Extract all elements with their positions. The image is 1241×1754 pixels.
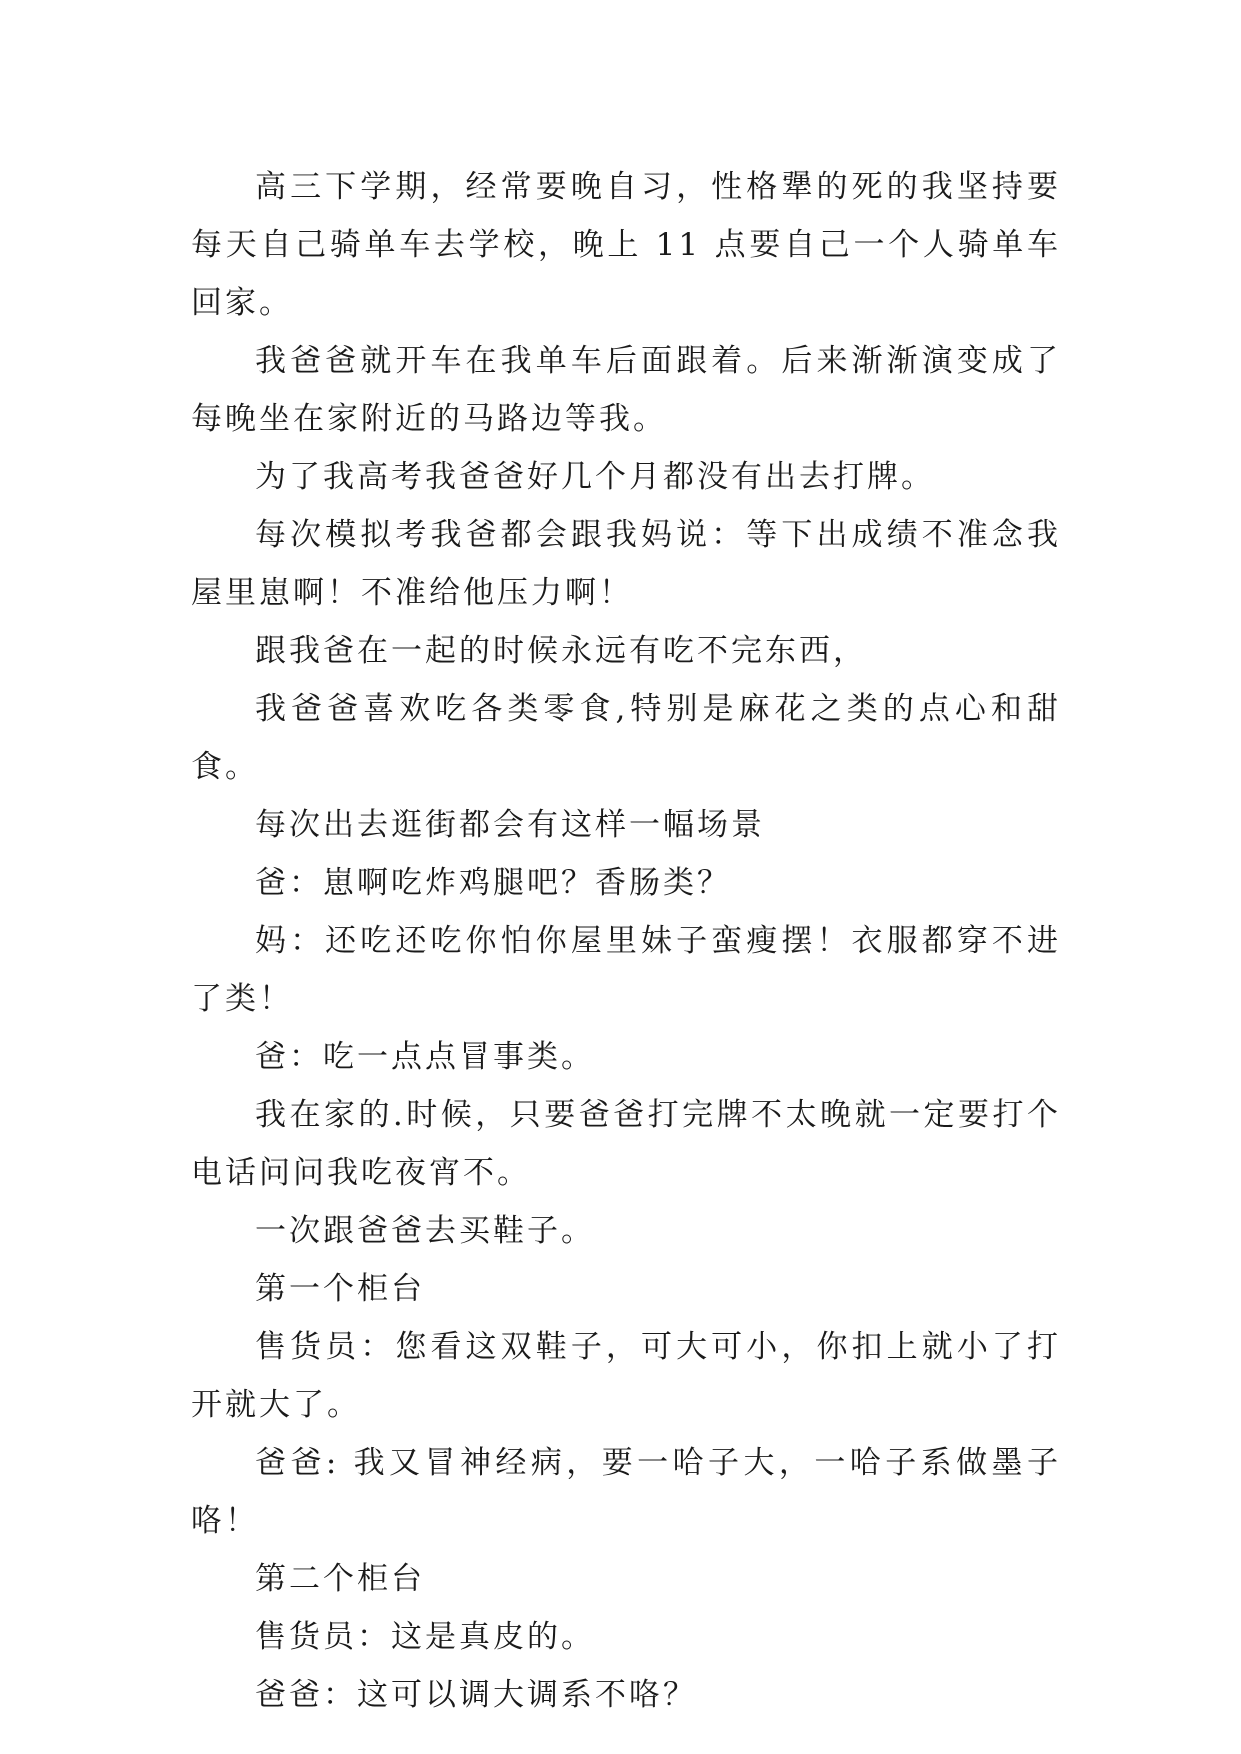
dialogue-line: 爸爸：这可以调大调系不咯？: [255, 1677, 697, 1713]
paragraph: 每次模拟考我爸都会跟我妈说：等下出成绩不准念我屋里崽啊！不准给他压力啊！: [191, 517, 1061, 611]
dialogue-line: 售货员：这是真皮的。: [255, 1619, 595, 1655]
paragraph: 跟我爸在一起的时候永远有吃不完东西，: [255, 633, 867, 669]
dialogue-line: 爸：崽啊吃炸鸡腿吧？香肠类？: [255, 865, 731, 901]
paragraph: 高三下学期，经常要晚自习，性格犟的死的我坚持要每天自己骑单车去学校，晚上 11 点要自己一个人骑单车回家。: [191, 169, 1061, 321]
dialogue-line: 爸爸: 我又冒神经病，要一哈子大，一哈子系做墨子咯！: [191, 1445, 1061, 1539]
scene-heading: 第二个柜台: [255, 1561, 425, 1597]
dialogue-line: 妈：还吃还吃你怕你屋里妹子蛮瘦摆！衣服都穿不进了类！: [191, 923, 1061, 1017]
paragraph: 我在家的.时候，只要爸爸打完牌不太晚就一定要打个电话问问我吃夜宵不。: [191, 1097, 1061, 1191]
dialogue-line: 爸：吃一点点冒事类。: [255, 1039, 595, 1075]
paragraph: 一次跟爸爸去买鞋子。: [255, 1213, 595, 1249]
document-body: [191, 158, 1061, 1724]
paragraph: 我爸爸就开车在我单车后面跟着。后来渐渐演变成了每晚坐在家附近的马路边等我。: [191, 343, 1061, 437]
dialogue-line: 售货员：您看这双鞋子，可大可小，你扣上就小了打开就大了。: [191, 1329, 1061, 1423]
paragraph: 每次出去逛街都会有这样一幅场景: [255, 807, 765, 843]
scene-heading: 第一个柜台: [255, 1271, 425, 1307]
paragraph: 我爸爸喜欢吃各类零食,特别是麻花之类的点心和甜食。: [191, 691, 1061, 785]
paragraph: 为了我高考我爸爸好几个月都没有出去打牌。: [255, 459, 935, 495]
